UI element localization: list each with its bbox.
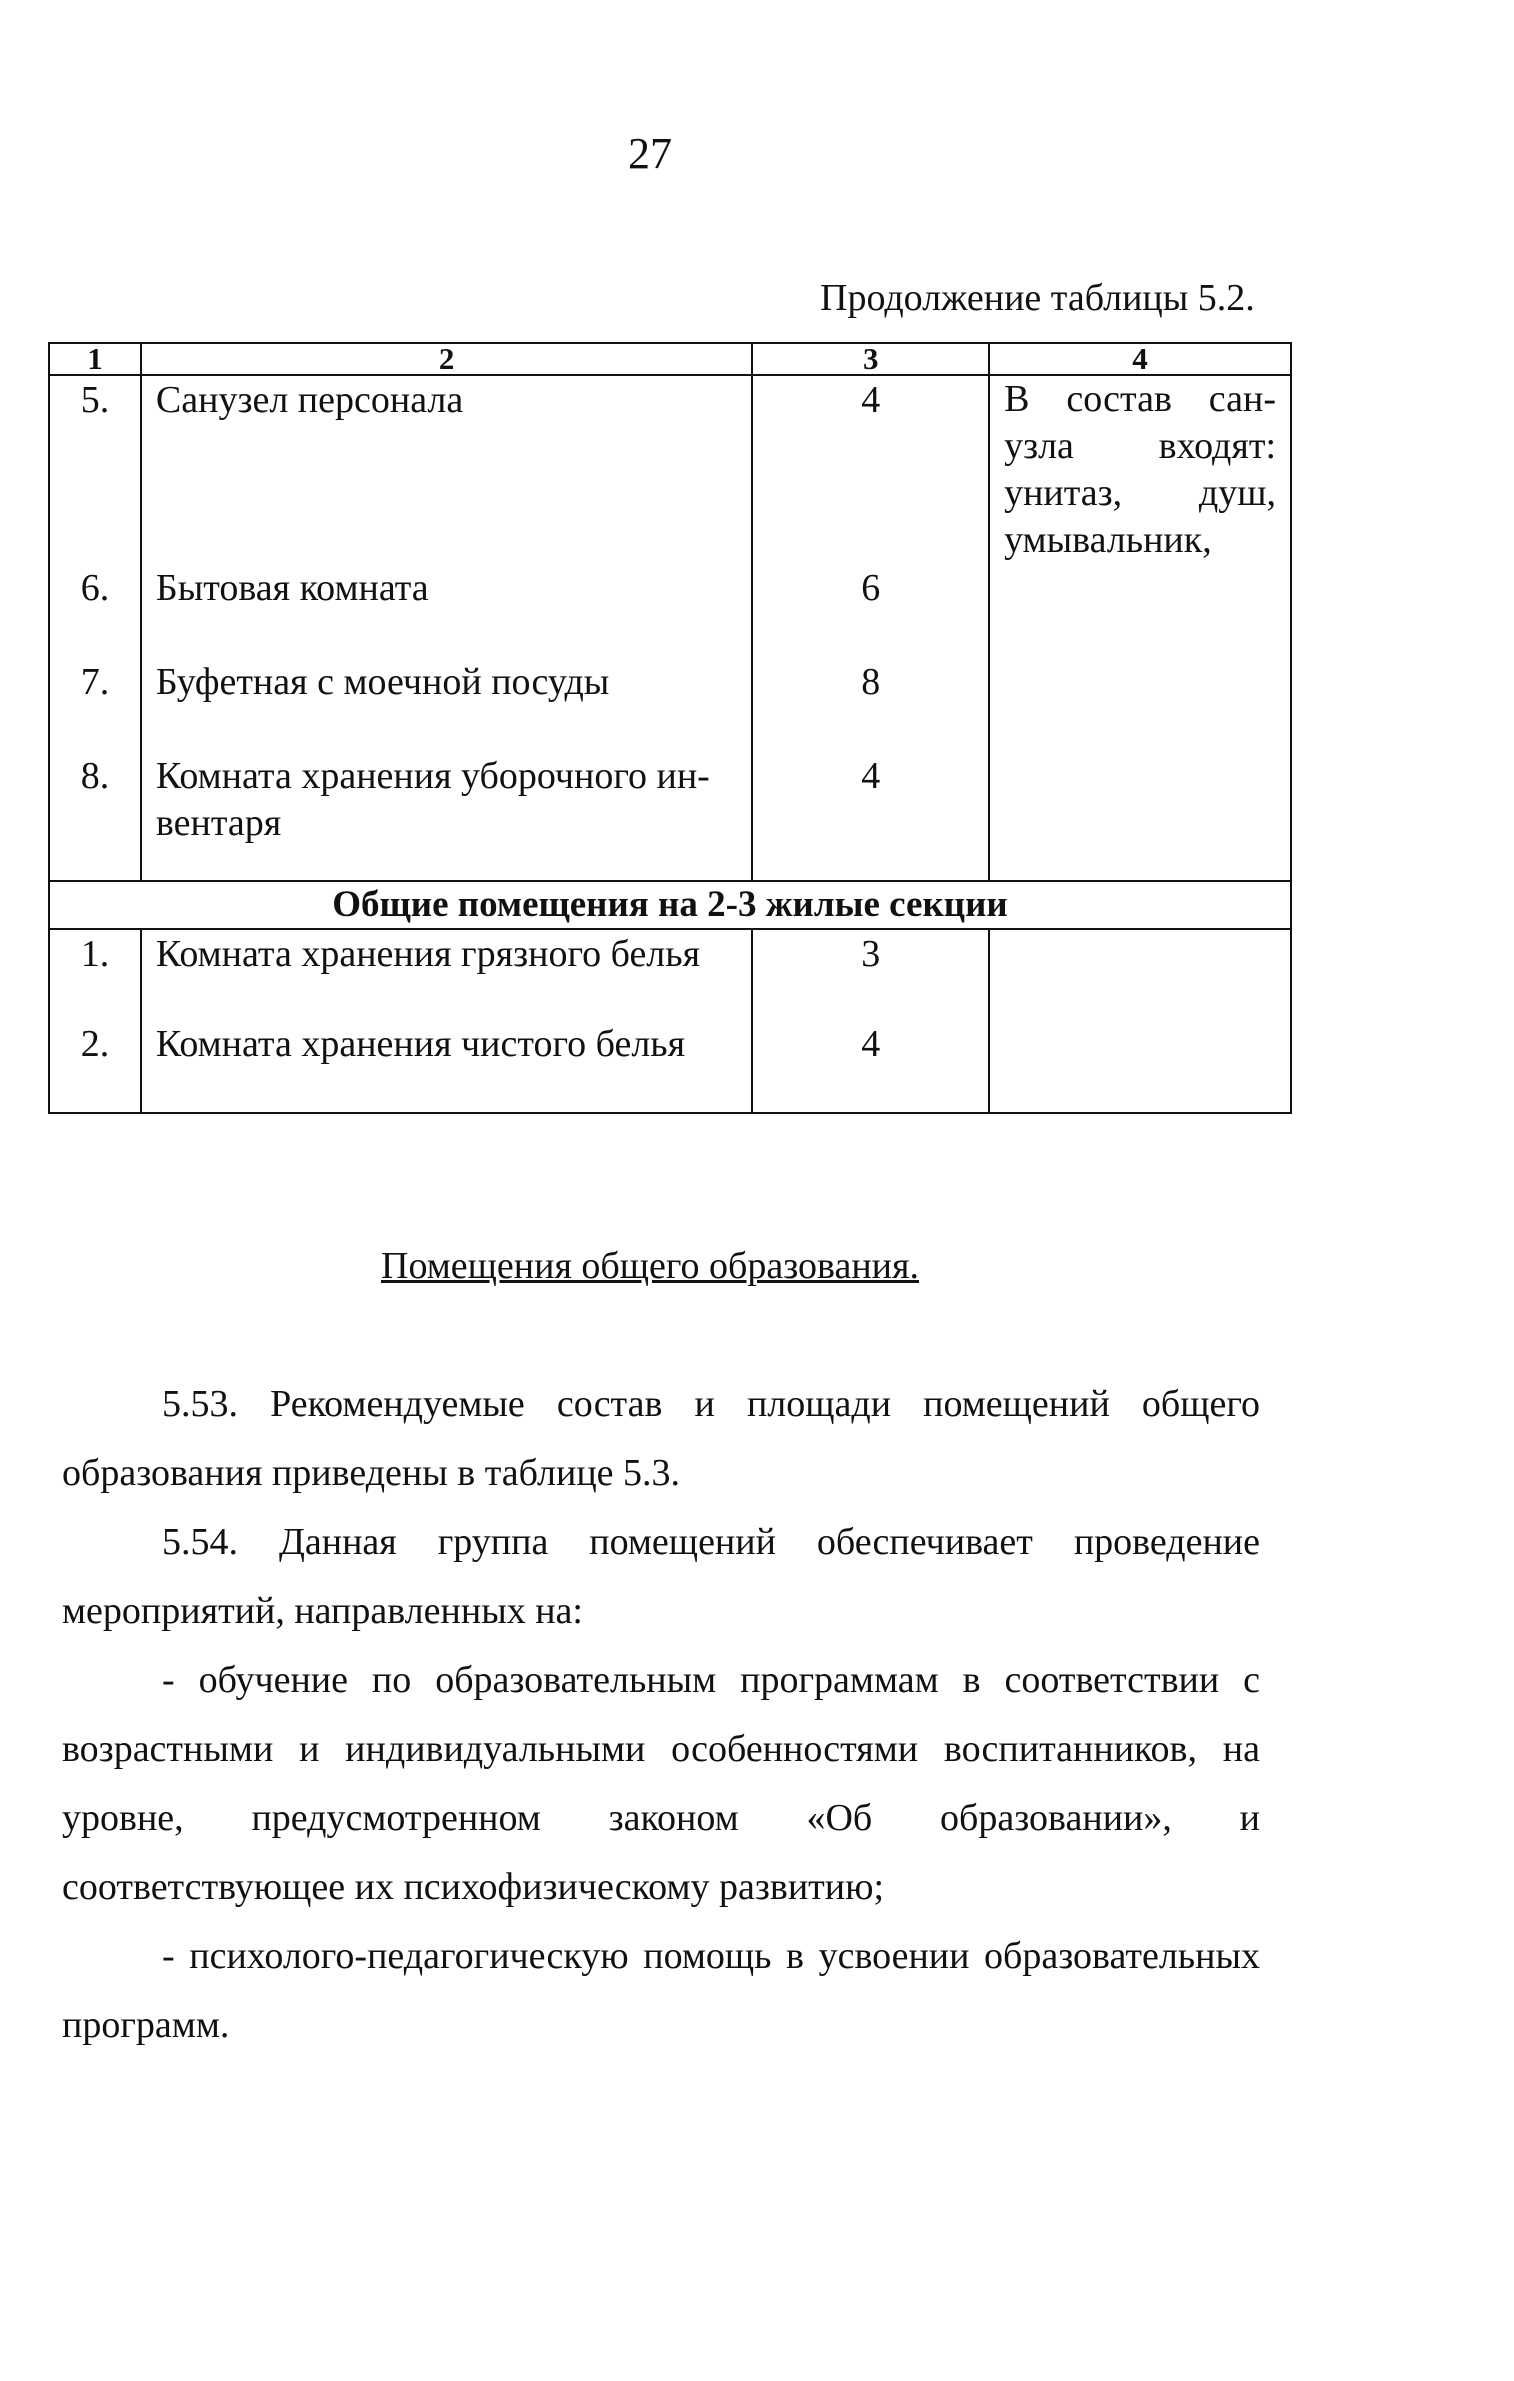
section-title: Общие помещения на 2-3 жилые секции — [49, 881, 1291, 929]
header-col-3: 3 — [752, 343, 989, 375]
room-area: 3 — [861, 933, 881, 975]
paragraph: 5.54. Данная группа помещений обеспечивает проведение мероприятий, направленных на: — [62, 1521, 1260, 1632]
room-name: Буфетная с моечной посуды — [155, 661, 610, 703]
row-number: 5. — [80, 379, 110, 421]
room-area: 4 — [861, 755, 881, 797]
table-section-row — [49, 881, 1291, 929]
room-name: Санузел персонала — [155, 379, 464, 421]
room-name: Комната хранения грязного белья — [155, 933, 701, 975]
header-col-2: 2 — [141, 343, 752, 375]
body-text — [62, 1370, 1260, 2060]
paragraph: 5.53. Рекомендуемые состав и площади помещений общего образования приведены в таблице 5.3. — [62, 1383, 1260, 1494]
row-number: 7. — [80, 661, 110, 703]
room-area: 4 — [861, 379, 881, 421]
room-name: Комната хранения уборочного ин-вентаря — [155, 755, 710, 844]
area-cell — [752, 929, 989, 1113]
header-col-4: 4 — [989, 343, 1291, 375]
paragraph: - психолого-педагогическую помощь в усвоении образовательных программ. — [62, 1935, 1260, 2046]
note-cell — [989, 929, 1291, 1113]
room-name: Бытовая комната — [155, 567, 429, 609]
number-cell — [49, 375, 141, 881]
note-cell: В состав сан-узла входят: унитаз, душ, умывальник, — [989, 375, 1291, 881]
header-col-1: 1 — [49, 343, 141, 375]
rooms-table — [48, 342, 1292, 1114]
table-header-row — [49, 343, 1291, 375]
room-name: Комната хранения чистого белья — [155, 1023, 686, 1065]
row-number: 6. — [80, 567, 110, 609]
table-group-staff-rooms — [49, 375, 1291, 881]
row-number: 1. — [80, 933, 110, 975]
section-heading: Помещения общего образования. — [381, 1245, 919, 1287]
room-area: 6 — [861, 567, 881, 609]
room-area: 4 — [861, 1023, 881, 1065]
name-cell — [141, 375, 752, 881]
name-cell — [141, 929, 752, 1113]
number-cell — [49, 929, 141, 1113]
table-caption: Продолжение таблицы 5.2. — [820, 277, 1255, 319]
row-number: 2. — [80, 1023, 110, 1065]
row-number: 8. — [80, 755, 110, 797]
page-number: 27 — [628, 129, 672, 178]
paragraph: - обучение по образовательным программам в соответствии с возрастными и индивидуальными особенностями воспитанников, на уровне, предусмотренном законом «Об образовании», и соответствующее их психофизическому развитию; — [62, 1659, 1260, 1908]
table-group-common-rooms — [49, 929, 1291, 1113]
room-area: 8 — [861, 661, 881, 703]
area-cell — [752, 375, 989, 881]
